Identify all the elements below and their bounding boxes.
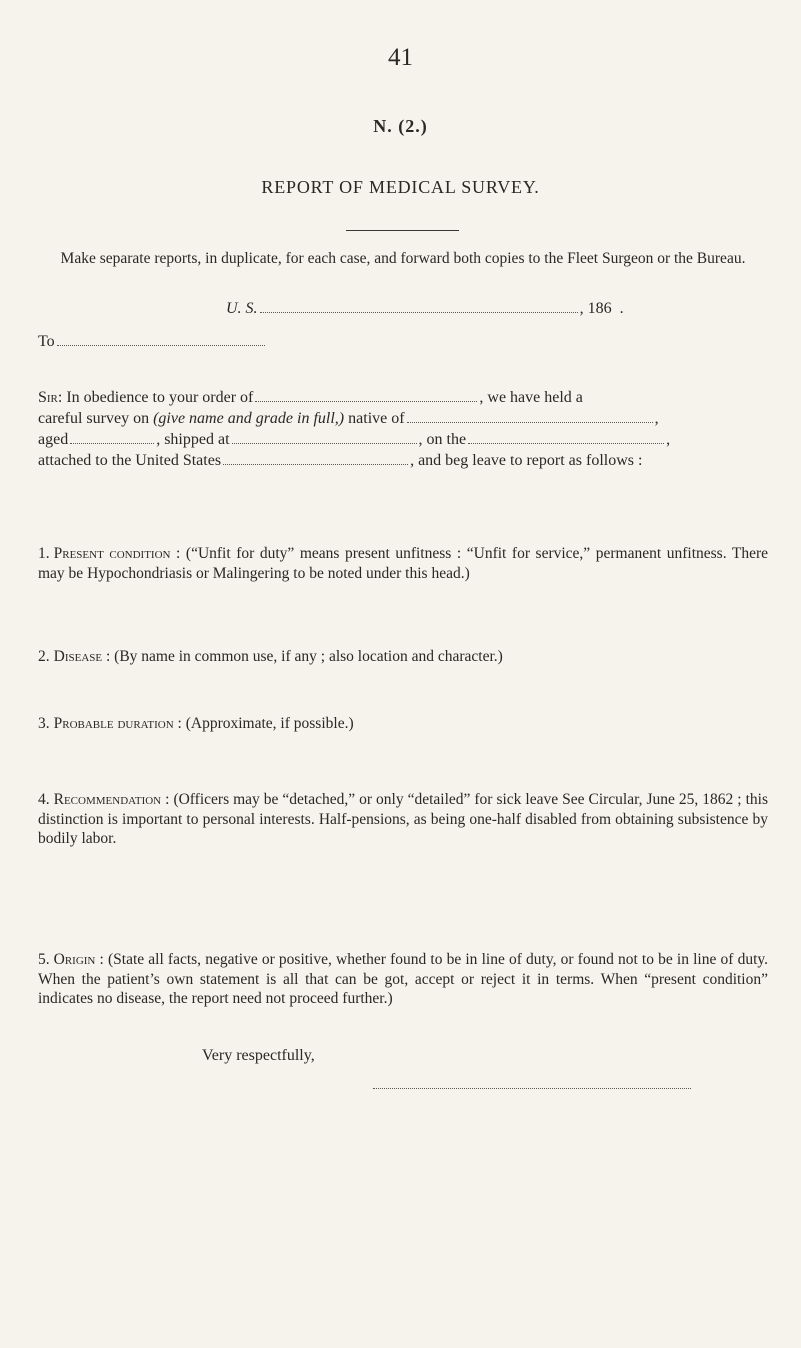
item-number: 3. (38, 715, 50, 732)
order-blank (255, 400, 477, 402)
dateline-year: , 186 (579, 300, 612, 317)
to-line (38, 333, 267, 351)
item-label: Disease : (53, 648, 111, 665)
item-disease (38, 647, 768, 667)
page-title: REPORT OF MEDICAL SURVEY. (261, 177, 540, 197)
letter-text: , (654, 410, 659, 427)
dateline-prefix: U. S. (226, 300, 258, 317)
place-blank (260, 311, 578, 313)
item-number: 1. (38, 545, 50, 562)
closing: Very respectfully, (202, 1047, 315, 1064)
item-present-condition (38, 544, 768, 583)
age-blank (70, 442, 154, 444)
item-probable-duration (38, 714, 768, 734)
item-number: 5. (38, 951, 50, 968)
letter-text: attached to the United States (38, 452, 222, 469)
salutation: Sir: (38, 389, 63, 406)
item-label: Origin : (53, 951, 104, 968)
item-label: Present condition : (53, 545, 181, 562)
item-text: (State all facts, negative or positive, whether found to be in line of duty, or found not to be in line of duty. When the patient’s own statement is all that can be got, accept or reject it in terms. When “present condition” indicates no disease, the report need not proceed further.) (38, 951, 768, 1007)
instructions: Make separate reports, in duplicate, for each case, and forward both copies to the Fleet Surgeon or the Bureau. (60, 250, 746, 267)
shipped-blank (232, 442, 417, 444)
letter-text: In obedience to your order of (66, 389, 254, 406)
page-number: 41 (388, 44, 413, 71)
item-number: 4. (38, 791, 50, 808)
letter-text: careful survey on (38, 410, 150, 427)
item-label: Probable duration : (53, 715, 182, 732)
native-blank (407, 421, 653, 423)
date-blank (468, 442, 664, 444)
item-text: (Officers may be “detached,” or only “detailed” for sick leave See Circular, June 25, 1862 ; this distinction is important to personal interests. Half-pensions, as being one-half disabled from obtaining subsistence by bodily labor. (38, 791, 768, 847)
letter-text: native of (348, 410, 405, 427)
dateline (226, 300, 624, 318)
item-origin (38, 950, 768, 1009)
item-text: (“Unfit for duty” means present unfitness : “Unfit for service,” permanent unfitness. There may be Hypochondriasis or Malingering to be noted under this head.) (38, 545, 768, 582)
vessel-blank (223, 463, 408, 465)
dateline-end: . (619, 300, 624, 317)
item-recommendation (38, 790, 768, 849)
title-rule (346, 230, 459, 231)
form-id: N. (2.) (373, 116, 428, 136)
item-number: 2. (38, 648, 50, 665)
letter-body (38, 387, 768, 471)
letter-text: , on the (418, 431, 467, 448)
signature-line (373, 1088, 691, 1089)
letter-text: , (666, 431, 671, 448)
letter-text: , shipped at (156, 431, 230, 448)
item-text: (By name in common use, if any ; also location and character.) (114, 648, 503, 665)
item-label: Recommendation : (53, 791, 170, 808)
letter-text: , we have held a (479, 389, 583, 406)
item-text: (Approximate, if possible.) (185, 715, 354, 732)
to-blank (57, 344, 265, 346)
to-label: To (38, 333, 55, 350)
letter-text: aged (38, 431, 69, 448)
letter-text: (give name and grade in full,) (153, 410, 345, 427)
letter-text: , and beg leave to report as follows : (410, 452, 643, 469)
